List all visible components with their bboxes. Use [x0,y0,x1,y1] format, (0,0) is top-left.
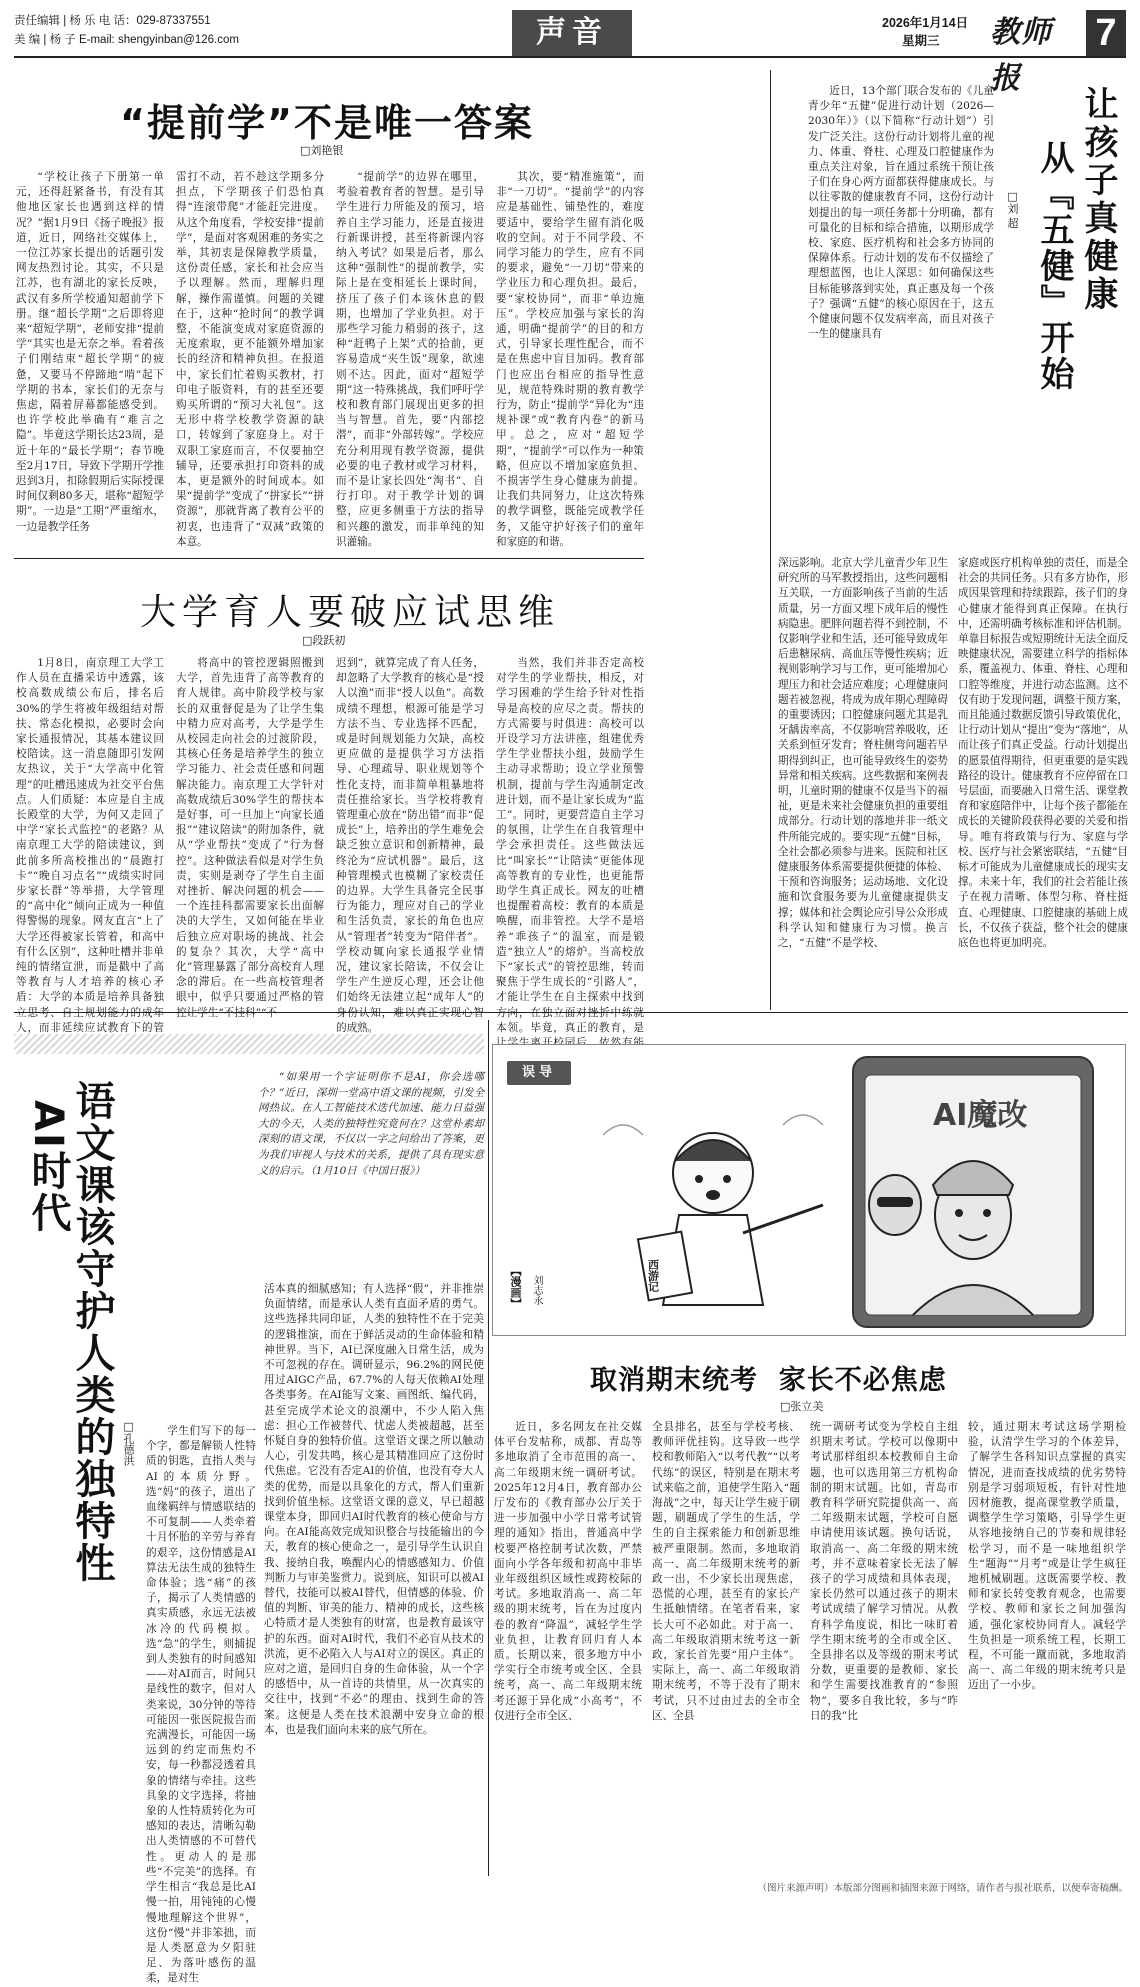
editor-line: 责任编辑 | 杨 乐 电 话：029-87337551 [14,15,211,27]
article3-title-line2: 从『五健』开始 [1034,140,1074,392]
divider-2 [14,1012,1128,1013]
page-number: 7 [1086,10,1126,56]
article3-col-top: 近日，13个部门联合发布的《儿童青少年“五健”促进行动计划（2026—2030年）》（以下简称“行动计划”）引发广泛关注。这份行动计划将儿童的视力、体重、脊柱、心理及口腔健康作为重点关注对象，旨在通过系统干预让孩子们在身心两方面都获得健康成长。与以往零散的健康教育不同，这份行动计划提出的每一项任务都十分明确，都有可量化的目标和综合措施，以期形成学校、家庭、医疗机构和社会多方协同的保障体系。行动计划的发布不仅描绘了理想蓝图，也让人深思：如何确保这些目标能够落到实处，真正惠及每一个孩子？强调“五健”的核心原因在于，这五个健康问题不仅发病率高，而且对孩子一生的健康具有 [808,85,994,341]
cartoon-caption: 【漫画】 [509,1265,522,1309]
editor-info [14,12,344,52]
article1-col1: “学校让孩子下册第一单元，还得赶紧备书，有没有其他地区家长也遇到这样的情况？”据1月9日《扬子晚报》报道，近日，网络社交媒体上，一位江苏家长提出的话题引发网友热烈讨论。其实，不只是江苏，也有湖北的家长反映，武汉有多所学校通知超前学下册。继“超长学期”之后即将迎来“超短学期”，老师安排“提前学”其实也是无奈之举。看着孩子们刚结束“超长学期”的疲惫，又要马不停蹄地“啃”起下学期的书本，家长们的无奈与焦虑，隔着屏幕都能感受到。也许学校此举确有“难言之隐”。毕竟这学期长达23周，是近十年的“最长学期”；春节晚至2月17日，导致下学期开学推迟到3月，扣除假期后实际授课时间仅剩80多天，堪称“超短学期”。一边是“工期”严重缩水，一边是教学任务 [16,171,164,533]
article2-col2: 将高中的管控逻辑照搬到大学，首先违背了高等教育的育人规律。高中阶段学校与家长的双重督促是为了让学生集中精力应对高考，大学是学生从校园走向社会的过渡阶段，其核心任务是培养学生的独立学习能力、社会责任感和问题解决能力。南京理工大学针对高数成绩后30%学生的帮扶本是好事，可一旦加上“向家长通报”“建议陪读”的附加条件，就从“学业帮扶”变成了“行为督控”。这种做法看似是对学生负责，实则是剥夺了学生自主面对挫折、解决问题的机会——一个连挂科都需要家长出面解决的大学生，又如何能在毕业后独立应对职场的挑战、社会的复杂？其次，大学“高中化”管理暴露了部分高校育人理念的滞后。在一些高校管理者眼中，似乎只要通过严格的管 [176,657,324,1004]
article5-col3: 统一调研考试变为学校自主组织期末考试。学校可以像期中考试那样组织本校教师自主命题，也可以选用第三方机构命制的期末试题。比如，青岛市教育科学研究院提供高一、高二年级期末试题，学校可自愿申请使用该试题。换句话说，取消高一、高二年级的期末统考，并不意味着家长无法了解孩子的学习成绩和具体表现，家长仍然可以通过孩子的期末考试成绩了解学习情况。从教育科学角度说，相比一味盯着学生期末统考的全市或全区、全县排名以及等级的期末考试分数，更重要的是教师、家长和学生需要找准教育的“参照物”，要多自我比较，多与“昨日的我”比 [810,1421,958,1722]
date-box [882,14,992,50]
paper-logo: 教师报 [990,15,1052,96]
article4-col2: 活本真的细腻感知；有人选择“假”，并非推崇负面情绪，而是承认人类有直面矛盾的勇气。这些选择共同印证，人类的独特性不在于完美的逻辑推演，而在于鲜活灵动的生命体验和精神世界。当下，AI已深度融入日常生活，成为不可忽视的存在。调研显示，96.2%的网民使用过AIGC产品，67.7%的人每天依赖AI处理各类事务。在AI能写文案、画图纸、编代码，甚至完成学术论文的浪潮中，不少人陷入焦虑：担心工作被替代、忧虑人类被超越，甚至怀疑自身的独特价值。这堂语文课之所以触动人心，引发共鸣，核心是其精准回应了这份时代焦虑。它没有否定AI的价值，也没有夸大人类的优势，而是以具象化的方式，帮人们重新找到价值坐标。这堂语文课的意义，早已超越课堂本身，即回归AI时代教育的核心使命与方向。在AI能高效完成知识整合与技能输出的今天，教育的核心使命之一，是引导学生认识自我、接纳自我，唤醒内心的情感感知力、价值判断力与审美鉴赏力。说到底，知识可以被AI替代，技能可以被AI替代，但情感的体验、价值的判断、审美的能力、精神的成长，这些核心特质才是人类独有的财富，也是教育最该守护的东西。面对AI时代，我们不必盲从技术的洪流，更不必陷入人与AI对立的误区。真正的应对之道，是回归自身的生命体验，从一个字的感悟中，从一首诗的共情里，从一次真实的交往中，找到“不必”的理由、找到生命的答案。这便是人类在技术浪潮中安身立命的根本，也是我们面向未来的底气所在。 [264,1283,484,1736]
masthead [14,10,1126,96]
cartoon-author: 刘志永 [531,1275,542,1305]
cartoon-tag: 误导 [507,1061,571,1085]
article3-col-a: 深远影响。北京大学儿童青少年卫生研究所的马军教授指出，这些问题相互关联，一方面影响孩子当前的生活质量，另一方面又埋下成年后的慢性病隐患。肥胖问题若得不到控制，不仅影响学业和生活，还可能导致成年后患糖尿病、高血压等慢性疾病；近视则影响学习与工作，更可能增加心理压力和社会适应难度；心理健康问题若被忽视，将成为成年期心理障碍的重要诱因；口腔健康问题尤其是乳牙龋齿率高，不仅影响营养吸收，还关系到恒牙发育；脊柱侧弯问题若早期得到纠正，也可能导致终生的姿势异常和相关疾病。这些数据和案例表明，儿童时期的健康不仅是当下的福祉，更是未来社会健康负担的重要组成部分。行动计划的落地并非一纸文件所能完成的。要实现“五健”目标，全社会都必须参与进来。医院和社区健康服务体系需要提供便捷的体检、干预和咨询服务；运动场地、文化设施和饮食服务要为儿童健康提供支撑；媒体和社会舆论应引导公众形成科学认知和健康行为习惯。换言之，“五健”不是学校、 [778,557,948,950]
article5-byline: □张立美 [780,1400,824,1413]
article1-col3: “提前学”的边界在哪里，考验着教育者的智慧。是引导学生进行力所能及的预习，培养自主学习能力，还是直接进行新课讲授，甚至将新课内容纳入考试？如果是后者，那么这种“强制性”的提前教学，实际上是在变相延长上课时间，挤压了孩子们本该休息的假期，也增加了学业负担。对于那些学习能力稍弱的孩子，这种“赶鸭子上架”式的拾前，更容易造成“夹生饭”现象，欲速则不达。因此，面对“超短学期”这一特殊挑战，我们呼吁学校和教育部门展现出更多的担当与智慧。首先，要“内部挖潜”，而非“外部转嫁”。学校应充分利用现有教学资源，提供必要的电子教材或学习材料，而不是让家长四处“淘书”、自行打印。对于教学计划的调整，应更多侧重于方法的指导和兴趣的激发，而非单纯的知识灌输。 [336,171,484,548]
article1-col4: 其次，要“精准施策”，而非“一刀切”。“提前学”的内容应是基础性、铺垫性的，难度要适中，要给学生留有消化吸收的空间。对于不同学段、不同学习能力的学生，应有不同的要求，避免“一刀切”带来的学业压力和心理负担。最后，要“家校协同”，而非“单边施压”。学校应加强与家长的沟通，明确“提前学”的目的和方式，引导家长理性配合，而不是在焦虑中盲目加码。教育部门也应出台相应的指导性意见，规范特殊时期的教育教学行为，防止“提前学”异化为“违规补课”或“教育内卷”的新马甲。总之，应对“超短学期”，“提前学”可以作为一种策略，但应以不增加家庭负担、不损害学生身心健康为前提。让我们共同努力，让这次特殊的教学调整，既能完成教学任务，又能守护好孩子们的童年和家庭的和谐。 [496,171,644,548]
article3-col-b: 家庭或医疗机构单独的责任，而是全社会的共同任务。只有多方协作，形成因果管理和持续跟踪，孩子们的身心健康才能得到真正保障。在执行中，还需明确考核标准和评估机制。单靠目标报告或短期统计无法全面反映健康状况，需要建立科学的指标体系，覆盖视力、体重、脊柱、心理和口腔等维度，并进行动态监测。这不仅有助于发现问题，调整干预方案，而且能通过数据反馈引导政策优化，让行动计划从“提出”变为“落地”，从而让孩子们真正受益。行动计划提出的愿景值得期待，但更重要的是实践路径的设计。健康教育不应停留在口号层面，而要融入日常生活、课堂教育和家庭陪伴中，让每个孩子都能在成长的关键阶段获得必要的关爱和指导。唯有将政策与行为、家庭与学校、医疗与社会紧密联结，“五健”目标才可能成为儿童健康成长的现实支撑。未来十年，我们的社会若能让孩子在视力清晰、体型匀称、脊柱挺直、心理健康、口腔健康的基础上成长，不仅孩子获益，整个社会的健康底色也将更加明亮。 [958,557,1128,950]
article4-title-line1: 语文课该守护人类的独特性 [69,1080,115,1584]
article1-title: “提前学”不是唯一答案 [120,101,534,145]
cartoon-screen-text: AI魔改 [933,1098,1028,1133]
issue-weekday: 星期三 [902,34,940,48]
article5-col1: 近日，多名网友在社交媒体平台发帖称，成都、青岛等多地取消了全市范围的高一、高二年级期末统一调研考试。2025年12月4日，教育部办公厅发布的《教育部办公厅关于进一步加强中小学日常考试管理的通知》指出，普通高中学校要严格控制考试次数，严禁面向小学各年级和初高中非毕业年级组织区域性或跨校际的考试。多地取消高一、高二年级的期末统考，旨在为过度内卷的教育“降温”，减轻学生学业负担，让教育回归育人本质。长期以来，很多地方中小学实行全市统考或全区、全县统考，高一、高二年级期末统考还源于异化成“小高考”，不仅进行全市全区、 [494,1421,642,1722]
hatch-band [14,1034,484,1054]
article1-col2: 雷打不动，若不趁这学期多分担点，下学期孩子们恐怕真得“连滚带爬”才能赶完进度。从这个角度看，学校安排“提前学”，是面对客观困难的务实之举，其初衷是保障教学质量，这份责任感，家长和社会应当予以理解。然而，理解归理解，操作需谨慎。问题的关键在于，这种“抢时间”的教学调整，不能演变成对家庭资源的无度索取，更不能额外增加家长的经济和精神负担。在报道中，家长们忙着购买教材，打印电子版资料，有的甚至还要购买所谓的“预习大礼包”。这无形中将学校教学资源的缺口，转嫁到了家庭身上。对于双职工家庭而言，不仅要抽空辅导，还要承担打印资料的成本，更是额外的时间成本。如果“提前学”变成了“拼家长”“拼资源”，那就背离了教育公平的初衷，也违背了“双减”政策的本意。 [176,171,324,548]
article2-title: 大学育人要破应试思维 [140,592,561,633]
article5-col4: 较，通过期末考试这场学期检验，认清学生学习的个体差异，了解学生各科知识点掌握的真实情况，进而查找成绩的优劣势特别是学习弱项短板，有针对性地因材施教，提高课堂教学质量，调整学生学习策略，引导学生更从容地接纳自己的节奏和规律轻松学习，而不是一味地组织学生“题海”“月考”或是让学生疯狂地机械刷题。这既需要学校、教师和家长转变教育观念，也需要学校、教师和家长之间加强沟通，强化家校协同育人。减轻学生负担是一项系统工程，长期工程，不可能一蹴而就，多地取消高一、高二年级的期末统考只是迈出了一小步。 [968,1421,1126,1692]
issue-date: 2026年1月14日 [882,16,969,30]
article4-col1: 学生们写下的每一个字，都是解锁人性特质的钥匙，直指人类与AI的本质分野。选“妈”的孩子，道出了血缘羁绊与情感联结的不可复制——人类牵着十月怀胎的辛劳与养育的艰辛，这份情感是AI算法无法生成的独特生命体验；选“痛”的孩子，揭示了人类情感的真实质感，永远无法被冰冷的代码模拟。选“急”的学生，则捕捉到人类独有的时间感知——对AI而言，时间只是线性的数字，但对人类来说，30分钟的等待可能因一张医院报告而充满漫长，可能因一场远到的约定而焦灼不安，每一秒都浸透着具象的情绪与牵挂。这些具象的文字选择，将抽象的人性特质转化为可感知的表达，清晰勾勒出人类情感的不可替代性。更动人的是那些“不完美”的选择。有学生相言“我总是比AI慢一拍，用钝钝的心慢慢地理解这个世界”，这份“慢”并非笨拙，而是人类愿意为夕阳驻足、为落叶感伤的温柔，是对生 [146,1425,256,1985]
article5-title: 取消期末统考 家长不必焦虑 [590,1365,947,1396]
cartoon-illustration [493,1045,1127,1337]
article1-byline: □刘艳银 [300,144,344,157]
divider-vertical-right [770,70,771,1010]
article2-col4: 当然，我们并非否定高校对学生的学业帮扶，相反，对学习困难的学生给予针对性指导是高校的应尽之责。帮扶的方式需要与时俱进：高校可以开设学习方法讲座，组建优秀学生学业帮扶小组，鼓励学生主动寻求帮助；设立学业预警机制，提前与学生沟通制定改进计划，而不是让家长成为“监工”。同时，更要营造自主学习的氛围，让学生在自我管理中学会承担责任。这些做法远比“叫家长”“让陪读”更能体现高等教育的专业性，也更能帮助学生真正成长。网友的吐槽也提醒着高校：教育的本质是唤醒，而非管控。大学不是培养“乖孩子”的温室，而是锻造“独立人”的熔炉。当高校放下“家长式”的管控思维，转而聚焦于学生成长的“引路人”，才能让学生在自主探索中找到 本领。毕竟，真正的教育，是 [496,657,644,1034]
section-banner: 声音 [512,10,632,56]
cartoon [492,1044,1126,1336]
article2-col1: 1月8日，南京理工大学工作人员在直播采访中透露，该校高数成绩公布后，排名后30%的学生将被年级组结对帮扶、常态化模拟，必要时会向家长通报情况，其基本建议回校陪读。这一消息随即引发网友热议，关于“大学高中化管理”的吐槽迅速成为社交平台焦点。人们质疑：本应是自主成长殿堂的大学，为何又走回了中学“家长式监控”的老路？从南京理工大学的陪读建议，到此前多所高校推出的“晨跑打卡”“晚自习点名”“成绩实时同步家长群”等举措，大学管理的“高中化”倾向正成为一种值得警惕的现象。网友直言“上了大学还得被家长管着，和高中有什么区别”，这种吐槽并非单纯的情绪宣泄，而是戳中了高等教育与人才培养的核心矛盾：大学的本质是培养具备独 人，而非延续应试教育下的管 [16,657,164,1034]
cartoon-book-text: 西游记 [646,1259,660,1292]
article4-byline: □孔德洪 [122,1420,135,1466]
design-line: 美 编 | 杨 子 E-mail: shengyinban@126.com [14,34,239,46]
article3-byline: □刘 超 [1006,190,1019,229]
article2-byline: □段跃初 [302,634,346,647]
article4-title-line2: AI时代 [25,1100,71,1234]
article4-quote: “如果用一个字证明你不是AI，你会选哪个？”近日，深圳一堂高中语文课的视频，引发全网热议。在人工智能技术迭代加速、能力日益强大的今天，人类的独特性究竟何在？这堂朴素却深刻的语文课，不仅以一字之问给出了答案，更为我们审视人与技术的关系，提供了具有现实意义的启示。（1月10日《中国日报》） [258,1071,484,1177]
divider-vertical-bottom [488,1020,489,1876]
divider-1 [14,558,644,559]
article3-title-line1: 让孩子真健康 [1078,86,1118,314]
article2-col3: 迟到”，就算完成了育人任务，却忽略了大学教育的核心是“授人以渔”而非“授人以鱼”。高数成绩不理想，根源可能是学习方法不当、专业选择不匹配，或是时间规划能力欠缺，高校更应做的是提供学习方法指导、心理疏导、职业规划等个性化支持，而非简单粗暴地将责任推给家长。当学校将教育管理重心放在“防出错”而非“促成长”上，培养出的学生难免会缺乏独立意识和创新精神，最终沦为“应试机器”。最后，这种管理模式也模糊了家校责任的边界。大学生具备完全民事行为能力，理应对自己的学业和生活负责，家长的角色也应从“管理者”转变为“陪伴者”。学校动辄向家长通报学业情况，建议家长陪读，不仅会让学生产生逆反心理，还会让他们始终无法建立起“成年人”的 的成熟。 [336,657,484,1034]
article5-col2: 全县排名，甚至与学校考核、教师评优挂钩。这导致一些学校和教师陷入“以考代教”“以考代练”的误区，特别是在期末考试来临之前，追使学生陷入“题海战”之中，每天让学生疲于刷题，刷题成了学生的生活，学生的自主探索能力和创新思维被严重限制。然而，多地取消高一、高二年级期末统考的新政一出，不少家长出现焦虑，恐慌的心理，甚至有的家长产生抵触情绪。在笔者看来，家长大可不必如此。对于高一、高二年级取消期末统考这一新政，家长首先要“用户主体”。实际上，高一、高二年级取消期末统考，不等于没有了期末考试，只不过由过去的全市全区、全县 [652,1421,800,1722]
footer-note: （图片来源声明）本版部分图画和插图来源于网络，请作者与报社联系，以便奉寄稿酬。 [757,1883,1128,1894]
